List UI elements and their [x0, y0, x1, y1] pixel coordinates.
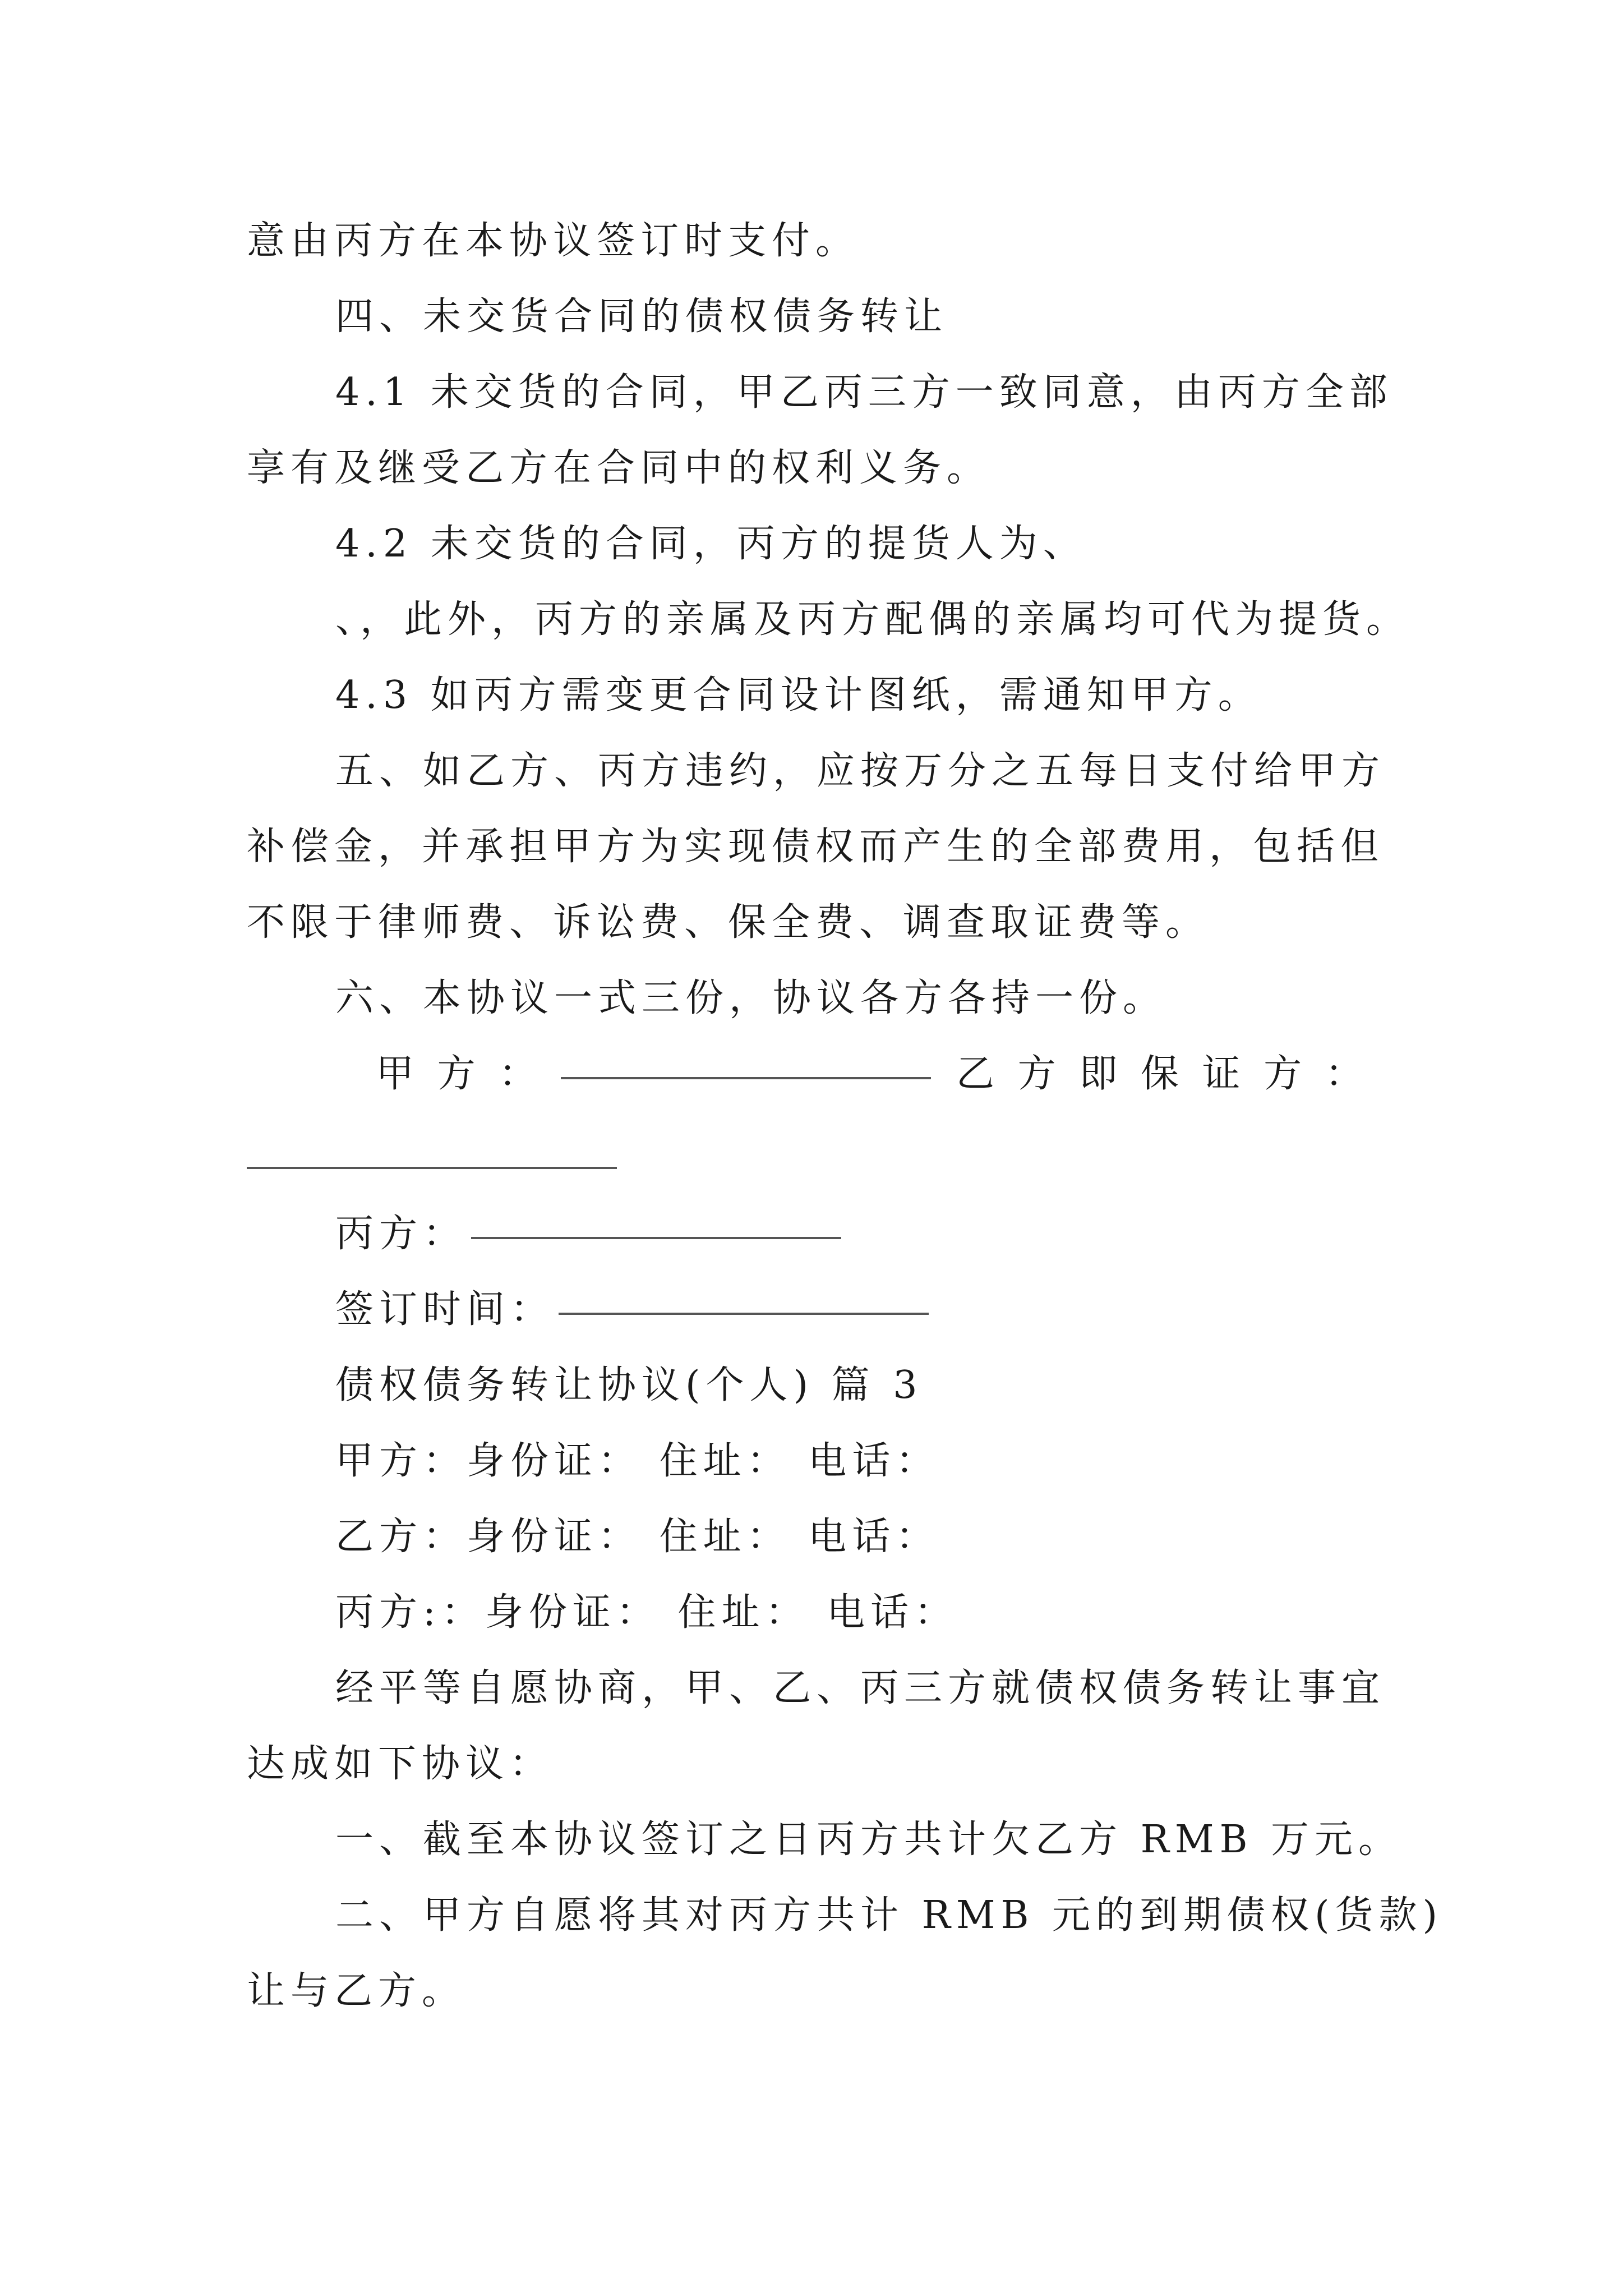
paragraph-line: 一、截至本协议签订之日丙方共计欠乙方 RMB 万元。 — [335, 1818, 1403, 1862]
paragraph-line: 4.1 未交货的合同，甲乙丙三方一致同意，由丙方全部 — [335, 370, 1393, 415]
paragraph-line: 让与乙方。 — [247, 1969, 466, 2013]
paragraph-line: 达成如下协议： — [247, 1742, 554, 1786]
party-yi-info: 乙方：身份证： 住址： 电话： — [335, 1515, 940, 1559]
party-bing-info: 丙方:：身份证： 住址： 电话： — [335, 1590, 958, 1635]
section-title: 债权债务转让协议(个人) 篇 3 — [335, 1363, 923, 1407]
paragraph-line: 不限于律师费、诉讼费、保全费、调查取证费等。 — [247, 900, 1210, 945]
paragraph-line: 五、如乙方、丙方违约，应按万分之五每日支付给甲方 — [335, 749, 1386, 793]
paragraph-line: 补偿金，并承担甲方为实现债权而产生的全部费用，包括但 — [247, 825, 1385, 869]
paragraph-line: 二、甲方自愿将其对丙方共计 RMB 元的到期债权(货款) — [335, 1893, 1444, 1938]
signature-row-time — [0, 1279, 1623, 1341]
paragraph-line: 享有及继受乙方在合同中的权利义务。 — [247, 446, 991, 490]
paragraph-line: 经平等自愿协商，甲、乙、丙三方就债权债务转让事宜 — [335, 1666, 1386, 1710]
signature-blank-time — [559, 1310, 929, 1315]
signature-blank-jia — [561, 1043, 931, 1105]
paragraph-line: 4.2 未交货的合同，丙方的提货人为、 — [335, 522, 1087, 566]
sign-label-time: 签订时间： — [335, 1287, 555, 1332]
party-jia-info: 甲方：身份证： 住址： 电话： — [335, 1439, 940, 1483]
sign-label-yi: 乙 方 即 保 证 方 ： — [956, 1052, 1369, 1096]
sign-label-jia: 甲 方 ： — [376, 1052, 543, 1096]
sign-label-bing: 丙方： — [335, 1212, 467, 1256]
signature-blank-bing — [471, 1235, 841, 1239]
paragraph-line: 六、本协议一式三份，协议各方各持一份。 — [335, 976, 1167, 1020]
signature-row-jia-yi — [0, 1043, 1623, 1105]
paragraph-line: 4.3 如丙方需变更合同设计图纸，需通知甲方。 — [335, 673, 1262, 717]
signature-row-bing — [0, 1203, 1623, 1265]
signature-blank-yi — [247, 1167, 617, 1169]
section-heading: 四、未交货合同的债权债务转让 — [335, 295, 948, 339]
paragraph-line: 意由丙方在本协议签订时支付。 — [247, 219, 860, 263]
paragraph-line: 、，此外，丙方的亲属及丙方配偶的亲属均可代为提货。 — [335, 597, 1410, 642]
